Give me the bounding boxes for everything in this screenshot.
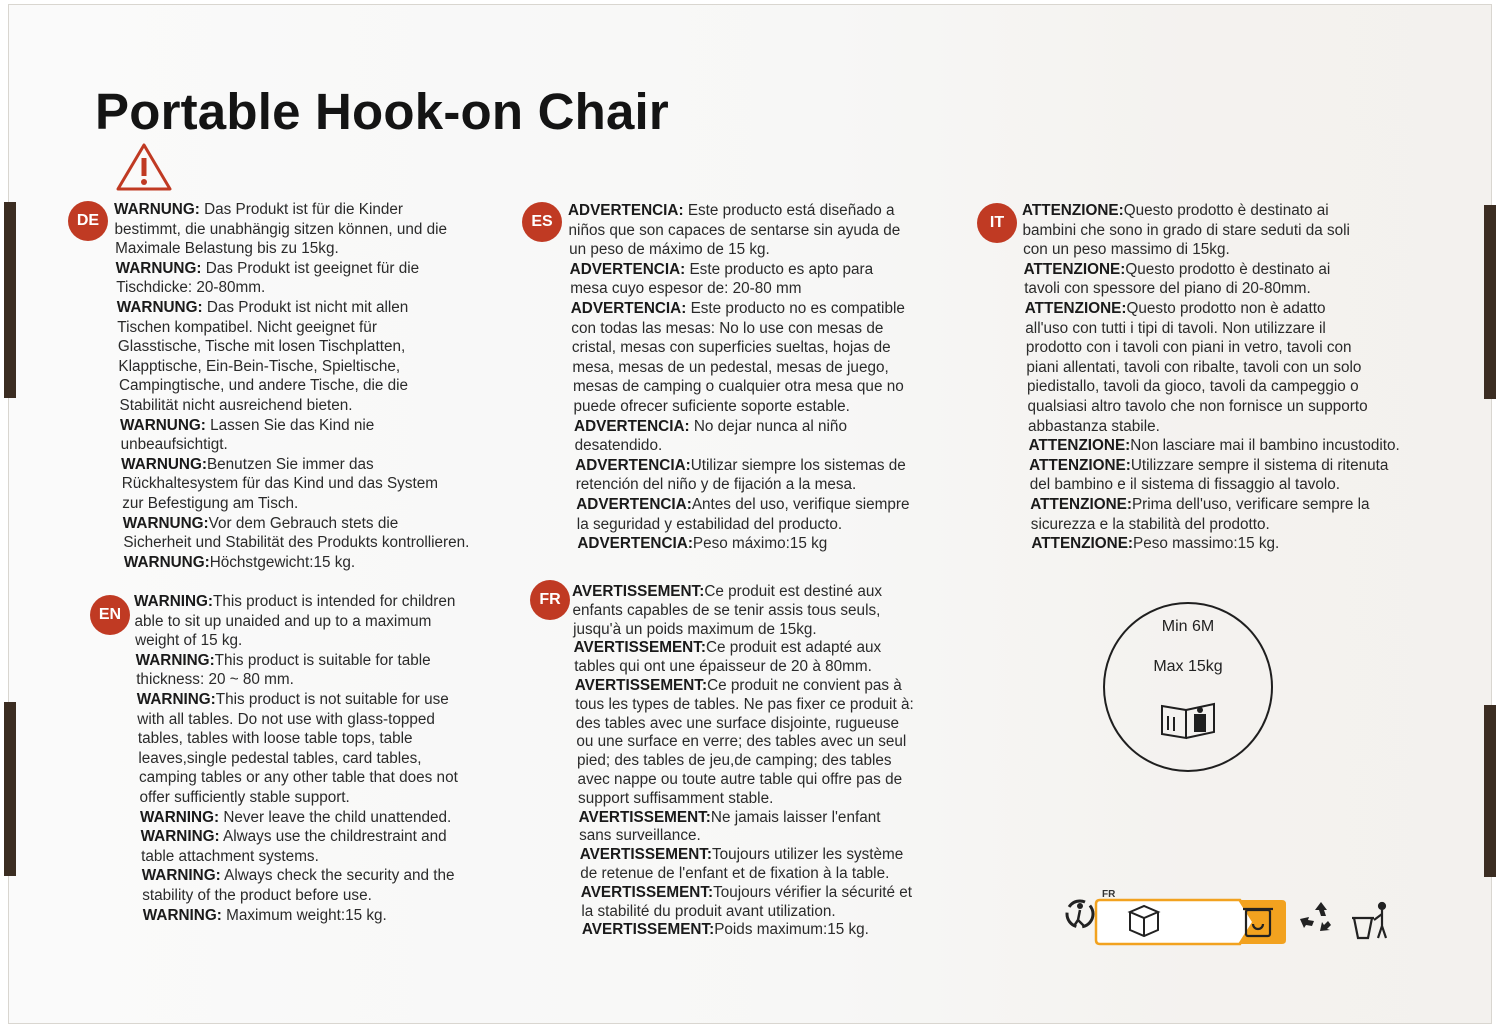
warning-label: WARNUNG: xyxy=(120,416,206,434)
min-age-text: Min 6M xyxy=(1161,618,1215,635)
tidyman-icon xyxy=(1352,903,1386,938)
lang-badge-en: EN xyxy=(90,595,130,635)
warning-text: No dejar nunca al niño xyxy=(689,417,847,435)
warning-line xyxy=(572,752,914,771)
box-edge-left-bottom xyxy=(4,702,16,876)
warning-text: tous les types de tables. Ne pas fixer ce produit à: xyxy=(575,695,914,713)
lang-badge-fr: FR xyxy=(530,580,570,620)
warning-line xyxy=(572,602,914,621)
warning-line xyxy=(568,515,910,535)
lang-badge-it: IT xyxy=(977,203,1017,243)
warning-line xyxy=(114,533,469,553)
warning-text: retención del niño y de fijación a la mesa. xyxy=(575,476,857,494)
warning-text: Questo prodotto non è adatto xyxy=(1126,299,1326,317)
warning-label: ATTENZIONE: xyxy=(1023,260,1126,278)
warning-label: ADVERTENCIA: xyxy=(568,202,684,219)
warning-line xyxy=(114,514,469,534)
warning-label: ADVERTENCIA: xyxy=(575,456,691,474)
warning-line xyxy=(1022,338,1400,358)
sorting-banner xyxy=(1096,900,1286,944)
warning-text: mesa cuyo espesor de: 20-80 mm xyxy=(570,280,802,298)
warning-text: con todas las mesas: No lo use con mesas de xyxy=(571,319,884,337)
warning-line xyxy=(114,357,469,377)
warning-text: able to sit up unaided and up to a maximum xyxy=(134,612,432,630)
warning-line xyxy=(568,377,910,397)
warning-line xyxy=(114,416,469,436)
warning-text: Das Produkt ist nicht mit allen xyxy=(202,298,409,316)
warning-line xyxy=(114,298,469,318)
lang-badge-de: DE xyxy=(68,201,108,241)
warning-text: sans surveillance. xyxy=(579,827,701,845)
warning-line xyxy=(134,886,458,906)
warning-line xyxy=(1022,515,1400,535)
warning-label: ADVERTENCIA: xyxy=(577,535,693,553)
warning-text: tables, tables with loose table tops, table xyxy=(137,730,413,748)
warning-label: WARNUNG: xyxy=(123,553,210,571)
warning-text: Ne jamais laisser l'enfant xyxy=(710,808,881,826)
warning-line xyxy=(114,259,469,279)
warning-line xyxy=(114,455,469,475)
warning-line xyxy=(572,865,914,884)
warning-line xyxy=(134,651,458,671)
warning-line xyxy=(1022,436,1400,456)
warning-line xyxy=(572,921,914,940)
warning-line xyxy=(572,790,914,809)
box-edge-right-top xyxy=(1484,205,1496,399)
warning-label: AVERTISSEMENT: xyxy=(573,639,706,657)
warning-line xyxy=(1022,260,1400,280)
warning-line xyxy=(568,397,910,417)
warning-text: ou une surface en verre; des tables avec un seul xyxy=(576,733,907,751)
warning-line xyxy=(134,749,458,769)
warning-label: AVERTISSEMENT: xyxy=(580,883,714,901)
warning-text: tables qui ont une épaisseur de 20 à 80mm. xyxy=(574,658,872,676)
warning-block-de xyxy=(114,200,469,572)
warning-text: piedistallo, tavoli da gioco, tavoli da campeggio o xyxy=(1026,378,1359,396)
warning-line xyxy=(572,884,914,903)
warning-block-en xyxy=(134,592,458,925)
warning-label: ATTENZIONE: xyxy=(1031,535,1134,553)
warning-label: WARNING: xyxy=(136,690,216,708)
warning-line xyxy=(114,376,469,396)
warning-label: AVERTISSEMENT: xyxy=(579,846,712,864)
warning-text: Poids maximum:15 kg. xyxy=(714,921,869,939)
warning-text: table attachment systems. xyxy=(141,847,319,865)
warning-text: Rückhaltesystem für das Kind und das System xyxy=(121,475,438,493)
warning-line xyxy=(568,279,910,299)
warning-label: WARNUNG: xyxy=(116,298,203,316)
warning-label: ATTENZIONE: xyxy=(1024,299,1127,317)
warning-label: ATTENZIONE: xyxy=(1022,202,1124,219)
warning-line xyxy=(568,338,910,358)
warning-text: niños que son capaces de sentarse sin ayuda de xyxy=(568,221,901,239)
warning-line xyxy=(134,788,458,808)
warning-line xyxy=(568,475,910,495)
warning-label: ADVERTENCIA: xyxy=(574,417,690,435)
max-weight-text: Max 15kg xyxy=(1153,658,1223,675)
warning-text: Prima dell'uso, verificare sempre la xyxy=(1131,495,1370,513)
warning-triangle-icon xyxy=(115,142,173,192)
warning-label: ATTENZIONE: xyxy=(1028,437,1131,455)
warning-line xyxy=(114,278,469,298)
warning-text: Ce produit est adapté aux xyxy=(705,639,882,657)
warning-line xyxy=(568,495,910,515)
warning-line xyxy=(572,846,914,865)
warning-text: Este producto no es compatible xyxy=(686,299,905,317)
warning-text: weight of 15 kg. xyxy=(135,632,243,650)
warning-line xyxy=(1022,319,1400,339)
warning-line xyxy=(572,771,914,790)
warning-text: un peso de máximo de 15 kg. xyxy=(569,241,770,259)
warning-line xyxy=(134,670,458,690)
warning-text: leaves,single pedestal tables, card tables, xyxy=(138,749,422,767)
warning-line xyxy=(134,690,458,710)
warning-text: zur Befestigung am Tisch. xyxy=(122,494,299,512)
warning-line xyxy=(572,677,914,696)
warning-label: ATTENZIONE: xyxy=(1030,495,1132,513)
warning-text: cristal, mesas con superficies sueltas, hojas de xyxy=(571,339,891,357)
warning-text: bestimmt, die unabhängig sitzen können, und die xyxy=(114,220,448,238)
warning-line xyxy=(1022,299,1400,319)
warning-label: WARNING: xyxy=(135,651,215,669)
warning-line xyxy=(1022,397,1400,417)
warning-line xyxy=(1022,201,1400,221)
warning-label: WARNING: xyxy=(134,593,214,610)
warning-label: ADVERTENCIA: xyxy=(570,299,687,317)
manual-info-icon xyxy=(1158,700,1218,740)
warning-line xyxy=(134,768,458,788)
product-title: Portable Hook-on Chair xyxy=(95,83,669,140)
warning-text: con un peso massimo di 15kg. xyxy=(1023,241,1230,259)
warning-text: support suffisamment stable. xyxy=(578,789,774,807)
warning-label: WARNUNG: xyxy=(122,514,209,532)
warning-text: This product is not suitable for use xyxy=(215,690,449,708)
warning-text: sicurezza e la stabilità del prodotto. xyxy=(1030,515,1270,533)
warning-text: enfants capables de se tenir assis tous seuls, xyxy=(572,601,881,619)
warning-text: del bambino e il sistema di fissaggio al tavolo. xyxy=(1029,476,1341,494)
warning-line xyxy=(114,318,469,338)
warning-block-it xyxy=(1022,201,1400,554)
warning-text: unbeaufsichtigt. xyxy=(120,436,228,454)
warning-line xyxy=(568,358,910,378)
warning-line xyxy=(572,809,914,828)
warning-text: Peso massimo:15 kg. xyxy=(1133,535,1280,553)
warning-text: Antes del uso, verifique siempre xyxy=(691,495,910,513)
warning-text: This product is suitable for table xyxy=(214,651,431,669)
warning-text: avec nappe ou toute autre table qui offre pas de xyxy=(577,770,903,788)
warning-text: Always check the security and the xyxy=(220,867,455,885)
warning-line xyxy=(572,733,914,752)
warning-text: Maximale Belastung bis zu 15kg. xyxy=(115,240,339,258)
warning-line xyxy=(572,715,914,734)
warning-line xyxy=(1022,358,1400,378)
warning-line xyxy=(114,200,469,220)
warning-text: puede ofrecer suficiente soporte estable. xyxy=(573,397,850,415)
warning-line xyxy=(572,583,914,602)
warning-text: prodotto con i tavoli con piani in vetro, tavoli con xyxy=(1025,339,1352,357)
warning-text: Toujours vérifier la sécurité et xyxy=(713,883,913,901)
warning-text: Lassen Sie das Kind nie xyxy=(205,416,375,434)
warning-line xyxy=(572,696,914,715)
warning-line xyxy=(134,847,458,867)
warning-line xyxy=(1022,417,1400,437)
warning-label: WARNUNG: xyxy=(115,259,202,277)
warning-text: thickness: 20 ~ 80 mm. xyxy=(136,671,294,689)
warning-line xyxy=(1022,240,1400,260)
warning-text: Este producto está diseñado a xyxy=(683,202,895,219)
warning-text: Höchstgewicht:15 kg. xyxy=(209,553,356,571)
warning-line xyxy=(134,808,458,828)
warning-text: all'uso con tutti i tipi di tavoli. Non utilizzare il xyxy=(1025,319,1326,337)
warning-label: WARNUNG: xyxy=(121,455,207,473)
warning-text: la seguridad y estabilidad del producto. xyxy=(576,515,843,533)
warning-line xyxy=(134,906,458,926)
warning-line xyxy=(568,417,910,437)
warning-line xyxy=(134,631,458,651)
warning-line xyxy=(134,866,458,886)
warning-label: WARNING: xyxy=(140,808,220,826)
warning-line xyxy=(114,220,469,240)
warning-text: Maximum weight:15 kg. xyxy=(221,906,387,924)
warning-text: Utilizar siempre los sistemas de xyxy=(690,456,906,474)
warning-line xyxy=(1022,534,1400,554)
warning-line xyxy=(568,534,910,554)
country-tag-fr: FR xyxy=(1102,889,1116,900)
warning-text: pied; des tables de jeu,de camping; des tables xyxy=(576,752,892,770)
warning-line xyxy=(568,299,910,319)
warning-label: WARNING: xyxy=(142,906,222,924)
warning-label: ADVERTENCIA: xyxy=(576,495,692,513)
warning-text: Das Produkt ist für die Kinder xyxy=(199,201,404,218)
warning-line xyxy=(568,240,910,260)
warning-line xyxy=(134,729,458,749)
warning-text: Glasstische, Tische mit losen Tischplatten, xyxy=(117,338,406,356)
warning-line xyxy=(114,337,469,357)
warning-line xyxy=(1022,475,1400,495)
warning-line xyxy=(1022,495,1400,515)
warning-line xyxy=(1022,377,1400,397)
warning-line xyxy=(134,592,458,612)
recycling-info-row xyxy=(1060,892,1400,952)
warning-label: ATTENZIONE: xyxy=(1029,456,1131,474)
warning-label: AVERTISSEMENT: xyxy=(581,921,715,939)
warning-text: Este producto es apto para xyxy=(685,260,874,278)
warning-line xyxy=(572,639,914,658)
warning-text: mesa, mesas de un pedestal, mesas de juego, xyxy=(572,358,889,376)
warning-text: camping tables or any other table that does not xyxy=(138,769,458,787)
warning-text: Never leave the child unattended. xyxy=(219,808,452,826)
warning-label: WARNUNG: xyxy=(114,201,200,218)
warning-text: Utilizzare sempre il sistema di ritenuta xyxy=(1130,456,1389,474)
warning-line xyxy=(1022,279,1400,299)
warning-line xyxy=(568,260,910,280)
warning-line xyxy=(568,436,910,456)
warning-line xyxy=(1022,456,1400,476)
warning-line xyxy=(572,903,914,922)
age-weight-mark xyxy=(1103,602,1273,772)
warning-line xyxy=(572,621,914,640)
warning-text: This product is intended for children xyxy=(213,593,456,610)
triman-icon xyxy=(1067,901,1093,927)
warning-text: Toujours utilizer les système xyxy=(712,846,904,864)
warning-text: desatendido. xyxy=(574,437,663,455)
warning-text: Questo prodotto è destinato ai xyxy=(1125,260,1331,278)
warning-text: Sicherheit und Stabilität des Produkts kontrollieren. xyxy=(123,534,470,552)
warning-label: WARNING: xyxy=(141,867,221,885)
warning-line xyxy=(114,239,469,259)
warning-line xyxy=(568,456,910,476)
warning-line xyxy=(114,435,469,455)
warning-text: de retenue de l'enfant et de fixation à la table. xyxy=(580,864,890,882)
warning-text: mesas de camping o cualquier otra mesa que no xyxy=(572,378,904,396)
warning-line xyxy=(572,827,914,846)
warning-text: Ce produit ne convient pas à xyxy=(707,676,902,694)
warning-line xyxy=(568,221,910,241)
warning-text: Campingtische, und andere Tische, die die xyxy=(118,377,409,395)
warning-line xyxy=(114,553,469,573)
warning-text: Tischdicke: 20-80mm. xyxy=(116,279,266,297)
warning-text: Ce produit est destiné aux xyxy=(704,583,883,600)
warning-text: offer sufficiently stable support. xyxy=(139,788,350,806)
warning-line xyxy=(568,201,910,221)
warning-text: Non lasciare mai il bambino incustodito. xyxy=(1130,437,1400,455)
warning-line xyxy=(134,612,458,632)
warning-text: Das Produkt ist geeignet für die xyxy=(201,259,420,277)
warning-line xyxy=(572,658,914,677)
warning-text: Questo prodotto è destinato ai xyxy=(1123,202,1329,219)
warning-label: AVERTISSEMENT: xyxy=(578,808,711,826)
warning-line xyxy=(134,827,458,847)
warning-text: Peso máximo:15 kg xyxy=(692,535,828,553)
warning-line xyxy=(1022,221,1400,241)
warning-text: abbastanza stabile. xyxy=(1028,417,1160,435)
warning-line xyxy=(114,474,469,494)
warning-block-es xyxy=(568,201,910,554)
warning-text: Always use the childrestraint and xyxy=(219,828,447,846)
warning-text: with all tables. Do not use with glass-topped xyxy=(137,710,435,728)
warning-text: la stabilité du produit avant utilization. xyxy=(581,902,836,920)
warning-text: tavoli con spessore del piano di 20-80mm. xyxy=(1024,280,1311,298)
warning-line xyxy=(134,710,458,730)
warning-label: WARNING: xyxy=(140,828,220,846)
warning-label: ADVERTENCIA: xyxy=(569,260,686,278)
box-edge-right-bottom xyxy=(1484,705,1496,877)
lang-badge-es: ES xyxy=(522,202,562,242)
warning-line xyxy=(568,319,910,339)
warning-text: bambini che sono in grado di stare seduti da soli xyxy=(1022,221,1350,239)
recycle-icon xyxy=(1300,902,1331,931)
warning-text: Tischen kompatibel. Nicht geeignet für xyxy=(117,318,377,336)
warning-text: des tables avec une surface disjointe, rugueuse xyxy=(575,714,899,732)
warning-text: Stabilität nicht ausreichend bieten. xyxy=(119,396,353,414)
box-edge-left-top xyxy=(4,202,16,398)
warning-text: jusqu'à un poids maximum de 15kg. xyxy=(573,620,817,638)
warning-label: AVERTISSEMENT: xyxy=(574,676,708,694)
warning-line xyxy=(114,494,469,514)
warning-block-fr xyxy=(572,583,914,940)
warning-text: Vor dem Gebrauch stets die xyxy=(208,514,399,532)
warning-text: stability of the product before use. xyxy=(142,886,372,904)
warning-label: AVERTISSEMENT: xyxy=(572,583,705,600)
warning-text: qualsiasi altro tavolo che non fornisce un supporto xyxy=(1027,397,1368,415)
warning-text: Benutzen Sie immer das xyxy=(206,455,374,473)
warning-line xyxy=(114,396,469,416)
warning-text: Klapptische, Ein-Bein-Tische, Spieltische, xyxy=(118,357,401,375)
warning-text: piani allentati, tavoli con ribalte, tavoli con un solo xyxy=(1026,358,1362,376)
